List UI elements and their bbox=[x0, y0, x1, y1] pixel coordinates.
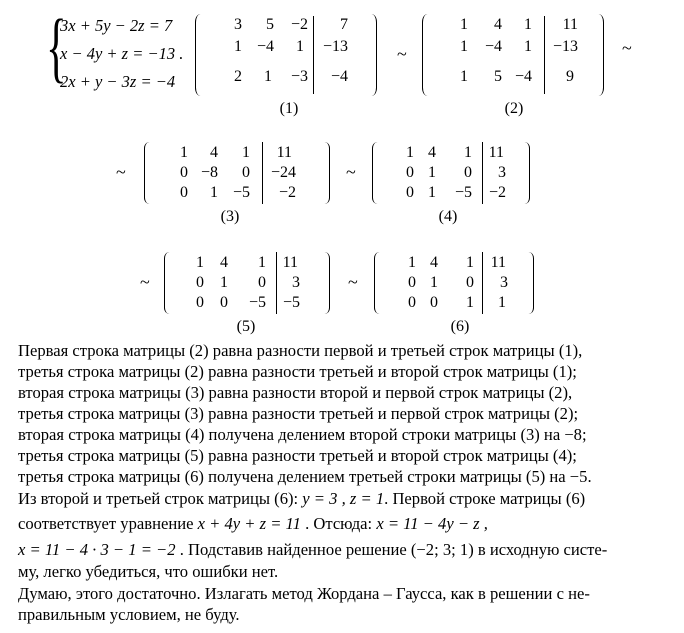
m4-cell: 1 bbox=[464, 144, 472, 161]
m2-cell: 1 bbox=[460, 16, 468, 33]
m4-cell: 0 bbox=[406, 184, 414, 201]
m6-cell: 0 bbox=[466, 274, 474, 291]
m1-cell: −4 bbox=[330, 68, 348, 85]
m5-cell: 0 bbox=[196, 294, 204, 311]
caption-4: (4) bbox=[438, 208, 458, 225]
m6-cell: 0 bbox=[408, 294, 416, 311]
m3-cell: 0 bbox=[180, 164, 188, 181]
m6-cell: 0 bbox=[408, 274, 416, 291]
m5-cell: −5 bbox=[248, 294, 266, 311]
m3-cell: 1 bbox=[180, 144, 188, 161]
caption-2: (2) bbox=[504, 100, 524, 117]
text-line bbox=[18, 539, 678, 561]
equiv-sign: ~ bbox=[346, 162, 356, 182]
m1-cell: −4 bbox=[256, 38, 274, 55]
equation-2: x − 4y + z = −13 . bbox=[60, 44, 184, 63]
m2-cell: −4 bbox=[514, 68, 532, 85]
formula: x = 11 − 4 · 3 − 1 = −2 bbox=[18, 540, 176, 559]
text-line: третья строка матрицы (5) равна разности третьей и второй строк матрицы (4); bbox=[18, 446, 577, 465]
formula: y = 3 , z = 1 bbox=[302, 489, 385, 508]
m4-cell: 1 bbox=[428, 164, 436, 181]
m1-cell: 1 bbox=[296, 38, 304, 55]
formula: x = 11 − 4y − z , bbox=[376, 514, 488, 533]
equiv-sign: ~ bbox=[348, 272, 358, 292]
m2-cell: 9 bbox=[566, 68, 574, 85]
m1-cell: 3 bbox=[234, 16, 242, 33]
m5-cell: 3 bbox=[292, 274, 300, 291]
text-line: третья строка матрицы (3) равна разности третьей и первой строк матрицы (2); bbox=[18, 404, 579, 423]
m3-cell: 1 bbox=[242, 144, 250, 161]
m5-cell: 1 bbox=[196, 254, 204, 271]
equiv-sign: ~ bbox=[116, 162, 126, 182]
m4-cell: −2 bbox=[488, 184, 506, 201]
system-brace: { bbox=[46, 3, 67, 90]
m5-cell: 11 bbox=[282, 254, 298, 271]
m2-cell: 1 bbox=[524, 16, 532, 33]
m5-cell: −5 bbox=[282, 294, 300, 311]
m2-cell: 11 bbox=[562, 16, 578, 33]
caption-5: (5) bbox=[236, 318, 256, 335]
m4-cell: 1 bbox=[428, 184, 436, 201]
m4-cell: 4 bbox=[428, 144, 436, 161]
text-line: правильным условием, не буду. bbox=[18, 605, 240, 624]
m1-cell: −13 bbox=[322, 38, 348, 55]
m1-cell: 2 bbox=[234, 68, 242, 85]
m6-cell: 0 bbox=[430, 294, 438, 311]
text-line: третья строка матрицы (2) равна разности третьей и второй строк матрицы (1); bbox=[18, 362, 577, 381]
m3-cell: −24 bbox=[270, 164, 296, 181]
m2-cell: 5 bbox=[494, 68, 502, 85]
m4-cell: 3 bbox=[498, 164, 506, 181]
text-line: му, легко убедиться, что ошибки нет. bbox=[18, 562, 279, 581]
equiv-sign: ~ bbox=[397, 44, 407, 64]
m2-cell: 4 bbox=[494, 16, 502, 33]
m1-cell: 7 bbox=[340, 16, 348, 33]
text-span: . Отсюда: bbox=[300, 514, 377, 533]
text-span: . Первой строке матрицы (6) bbox=[384, 489, 586, 508]
m2-cell: −13 bbox=[552, 38, 578, 55]
m5-cell: 0 bbox=[258, 274, 266, 291]
m2-cell: −4 bbox=[484, 38, 502, 55]
m4-cell: 1 bbox=[406, 144, 414, 161]
equiv-sign: ~ bbox=[622, 38, 632, 58]
m4-cell: 11 bbox=[488, 144, 504, 161]
m3-cell: −5 bbox=[232, 184, 250, 201]
m6-cell: 1 bbox=[408, 254, 416, 271]
m1-cell: 1 bbox=[264, 68, 272, 85]
m2-cell: 1 bbox=[524, 38, 532, 55]
m3-cell: 11 bbox=[276, 144, 292, 161]
m2-cell: 1 bbox=[460, 38, 468, 55]
text-line: Думаю, этого достаточно. Излагать метод Жордана – Гаусса, как в решении с не- bbox=[18, 584, 590, 603]
m3-cell: 0 bbox=[180, 184, 188, 201]
text-line: Первая строка матрицы (2) равна разности первой и третьей строк матрицы (1), bbox=[18, 341, 583, 360]
m3-cell: 1 bbox=[210, 184, 218, 201]
m1-cell: −3 bbox=[290, 68, 308, 85]
equation-system bbox=[46, 3, 186, 98]
text-line: вторая строка матрицы (3) равна разности второй и первой строк матрицы (2), bbox=[18, 383, 573, 402]
caption-3: (3) bbox=[220, 208, 240, 225]
formula: x + 4y + z = 11 bbox=[197, 514, 301, 533]
text-line bbox=[18, 488, 678, 510]
text-span: . Подставив найденное решение (−2; 3; 1) в исходную систе- bbox=[175, 540, 608, 559]
m6-cell: 1 bbox=[466, 294, 474, 311]
equiv-sign: ~ bbox=[140, 272, 150, 292]
m6-cell: 1 bbox=[498, 294, 506, 311]
m6-cell: 4 bbox=[430, 254, 438, 271]
m5-cell: 1 bbox=[258, 254, 266, 271]
caption-6: (6) bbox=[450, 318, 470, 335]
m6-cell: 11 bbox=[490, 254, 506, 271]
m6-cell: 1 bbox=[430, 274, 438, 291]
m3-cell: −8 bbox=[200, 164, 218, 181]
m3-cell: −2 bbox=[278, 184, 296, 201]
equation-1: 3x + 5y − 2z = 7 bbox=[60, 16, 173, 35]
m1-cell: 1 bbox=[234, 38, 242, 55]
m5-cell: 1 bbox=[220, 274, 228, 291]
text-line bbox=[18, 513, 678, 535]
m5-cell: 0 bbox=[196, 274, 204, 291]
m6-cell: 1 bbox=[466, 254, 474, 271]
m4-cell: 0 bbox=[406, 164, 414, 181]
m2-cell: 1 bbox=[460, 68, 468, 85]
m5-cell: 4 bbox=[220, 254, 228, 271]
m4-cell: 0 bbox=[464, 164, 472, 181]
m3-cell: 0 bbox=[242, 164, 250, 181]
m1-cell: −2 bbox=[290, 16, 308, 33]
m4-cell: −5 bbox=[454, 184, 472, 201]
m6-cell: 3 bbox=[500, 274, 508, 291]
text-span: Из второй и третьей строк матрицы (6): bbox=[18, 489, 303, 508]
m5-cell: 0 bbox=[220, 294, 228, 311]
text-line: третья строка матрицы (6) получена делением третьей строки матрицы (5) на −5. bbox=[18, 467, 592, 486]
m3-cell: 4 bbox=[210, 144, 218, 161]
caption-1: (1) bbox=[279, 100, 299, 117]
text-line: вторая строка матрицы (4) получена делением второй строки матрицы (3) на −8; bbox=[18, 425, 587, 444]
text-span: соответствует уравнение bbox=[18, 514, 198, 533]
m1-cell: 5 bbox=[266, 16, 274, 33]
equation-3: 2x + y − 3z = −4 bbox=[60, 72, 176, 91]
